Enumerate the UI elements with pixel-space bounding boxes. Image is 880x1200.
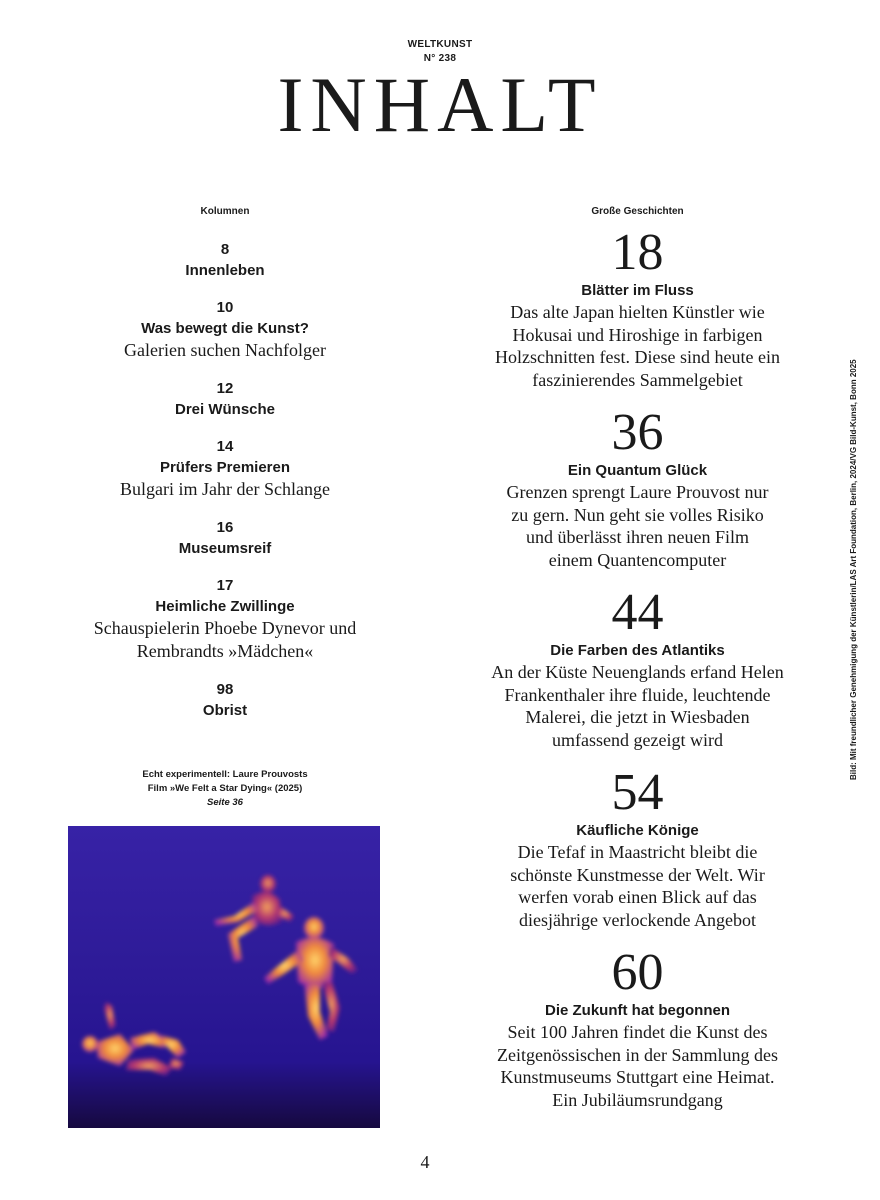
entry-page: 16 bbox=[216, 519, 234, 536]
entry-title: Drei Wünsche bbox=[174, 401, 276, 418]
entry-description: Schauspielerin Phoebe Dynevor und Rembrandts »Mädchen« bbox=[93, 618, 357, 661]
story-entry[interactable] bbox=[490, 224, 785, 391]
story-page: 44 bbox=[611, 584, 664, 641]
kolumne-entry[interactable] bbox=[80, 575, 370, 663]
story-title: Ein Quantum Glück bbox=[567, 462, 708, 479]
kolumne-entry[interactable] bbox=[80, 297, 370, 362]
kolumne-entry[interactable] bbox=[80, 378, 370, 420]
story-title: Die Zukunft hat begonnen bbox=[545, 1002, 730, 1019]
story-description: An der Küste Neuenglands erfand Helen Frankenthaler ihre fluide, leuchtende Malerei, die jetzt in Wiesbaden umfassend gezeigt wird bbox=[491, 662, 784, 750]
story-entry[interactable] bbox=[490, 944, 785, 1111]
figure-upper bbox=[214, 875, 294, 962]
film-still-image bbox=[68, 826, 380, 1128]
kolumne-entry[interactable] bbox=[80, 679, 370, 721]
story-title: Die Farben des Atlantiks bbox=[550, 642, 725, 659]
story-title: Blätter im Fluss bbox=[581, 282, 694, 299]
grosse-geschichten-section bbox=[490, 205, 785, 1129]
caption-page-reference: Seite 36 bbox=[207, 797, 243, 808]
story-entry[interactable] bbox=[490, 584, 785, 751]
page-number: 4 bbox=[420, 1152, 430, 1172]
magazine-name: WELTKUNST bbox=[407, 39, 473, 50]
kolumne-entry[interactable] bbox=[80, 436, 370, 501]
kolumnen-section bbox=[80, 205, 370, 737]
story-title: Käufliche Könige bbox=[576, 822, 699, 839]
thermal-figures-illustration bbox=[68, 826, 380, 1128]
entry-title: Prüfers Premieren bbox=[159, 459, 291, 476]
story-description: Grenzen sprengt Laure Prouvost nur zu gern. Nun geht sie volles Risiko und überlässt ihren neuen Film einem Quantencomputer bbox=[506, 482, 769, 570]
entry-title: Obrist bbox=[202, 702, 248, 719]
image-credit: Bild: Mit freundlicher Genehmigung der Künstlerin/LAS Art Foundation, Berlin, 2024/VG Bild-Kunst, Bonn 2025 bbox=[849, 359, 858, 780]
entry-page: 12 bbox=[216, 380, 234, 397]
issue-number: N° 238 bbox=[423, 53, 457, 64]
kolumne-entry[interactable] bbox=[80, 517, 370, 559]
entry-page: 17 bbox=[216, 577, 234, 594]
masthead bbox=[0, 38, 880, 148]
entry-page: 14 bbox=[216, 438, 234, 455]
story-entry[interactable] bbox=[490, 764, 785, 931]
entry-description: Bulgari im Jahr der Schlange bbox=[120, 479, 330, 499]
caption-line: Echt experimentell: Laure Prouvosts bbox=[142, 769, 308, 780]
entry-page: 98 bbox=[216, 681, 234, 698]
caption-line: Film »We Felt a Star Dying« (2025) bbox=[147, 783, 303, 794]
story-description: Seit 100 Jahren findet die Kunst des Zeitgenössischen in der Sammlung des Kunstmuseums Stuttgart eine Heimat. Ein Jubiläumsrundgang bbox=[497, 1022, 778, 1110]
page-title: INHALT bbox=[277, 61, 603, 148]
story-entry[interactable] bbox=[490, 404, 785, 571]
story-page: 60 bbox=[611, 944, 664, 1001]
geschichten-label: Große Geschichten bbox=[591, 206, 684, 217]
entry-title: Heimliche Zwillinge bbox=[155, 598, 295, 615]
story-description: Das alte Japan hielten Künstler wie Hokusai und Hiroshige in farbigen Holzschnitten fest. Diese sind heute ein faszinierendes Sammelgebiet bbox=[495, 302, 780, 390]
entry-page: 8 bbox=[220, 241, 230, 258]
kolumne-entry[interactable] bbox=[80, 239, 370, 281]
story-page: 18 bbox=[611, 224, 664, 281]
entry-title: Innenleben bbox=[185, 262, 265, 279]
figure-middle bbox=[264, 917, 358, 1040]
image-caption bbox=[80, 768, 370, 810]
story-description: Die Tefaf in Maastricht bleibt die schönste Kunstmesse der Welt. Wir werfen vorab einen Blick auf das diesjährige verlockende Angebot bbox=[510, 842, 765, 930]
figure-lower bbox=[82, 1002, 186, 1076]
entry-title: Was bewegt die Kunst? bbox=[141, 320, 309, 337]
story-page: 54 bbox=[611, 764, 664, 821]
story-page: 36 bbox=[611, 404, 664, 461]
kolumnen-label: Kolumnen bbox=[200, 206, 250, 217]
entry-description: Galerien suchen Nachfolger bbox=[124, 340, 326, 360]
entry-title: Museumsreif bbox=[178, 540, 272, 557]
entry-page: 10 bbox=[216, 299, 234, 316]
